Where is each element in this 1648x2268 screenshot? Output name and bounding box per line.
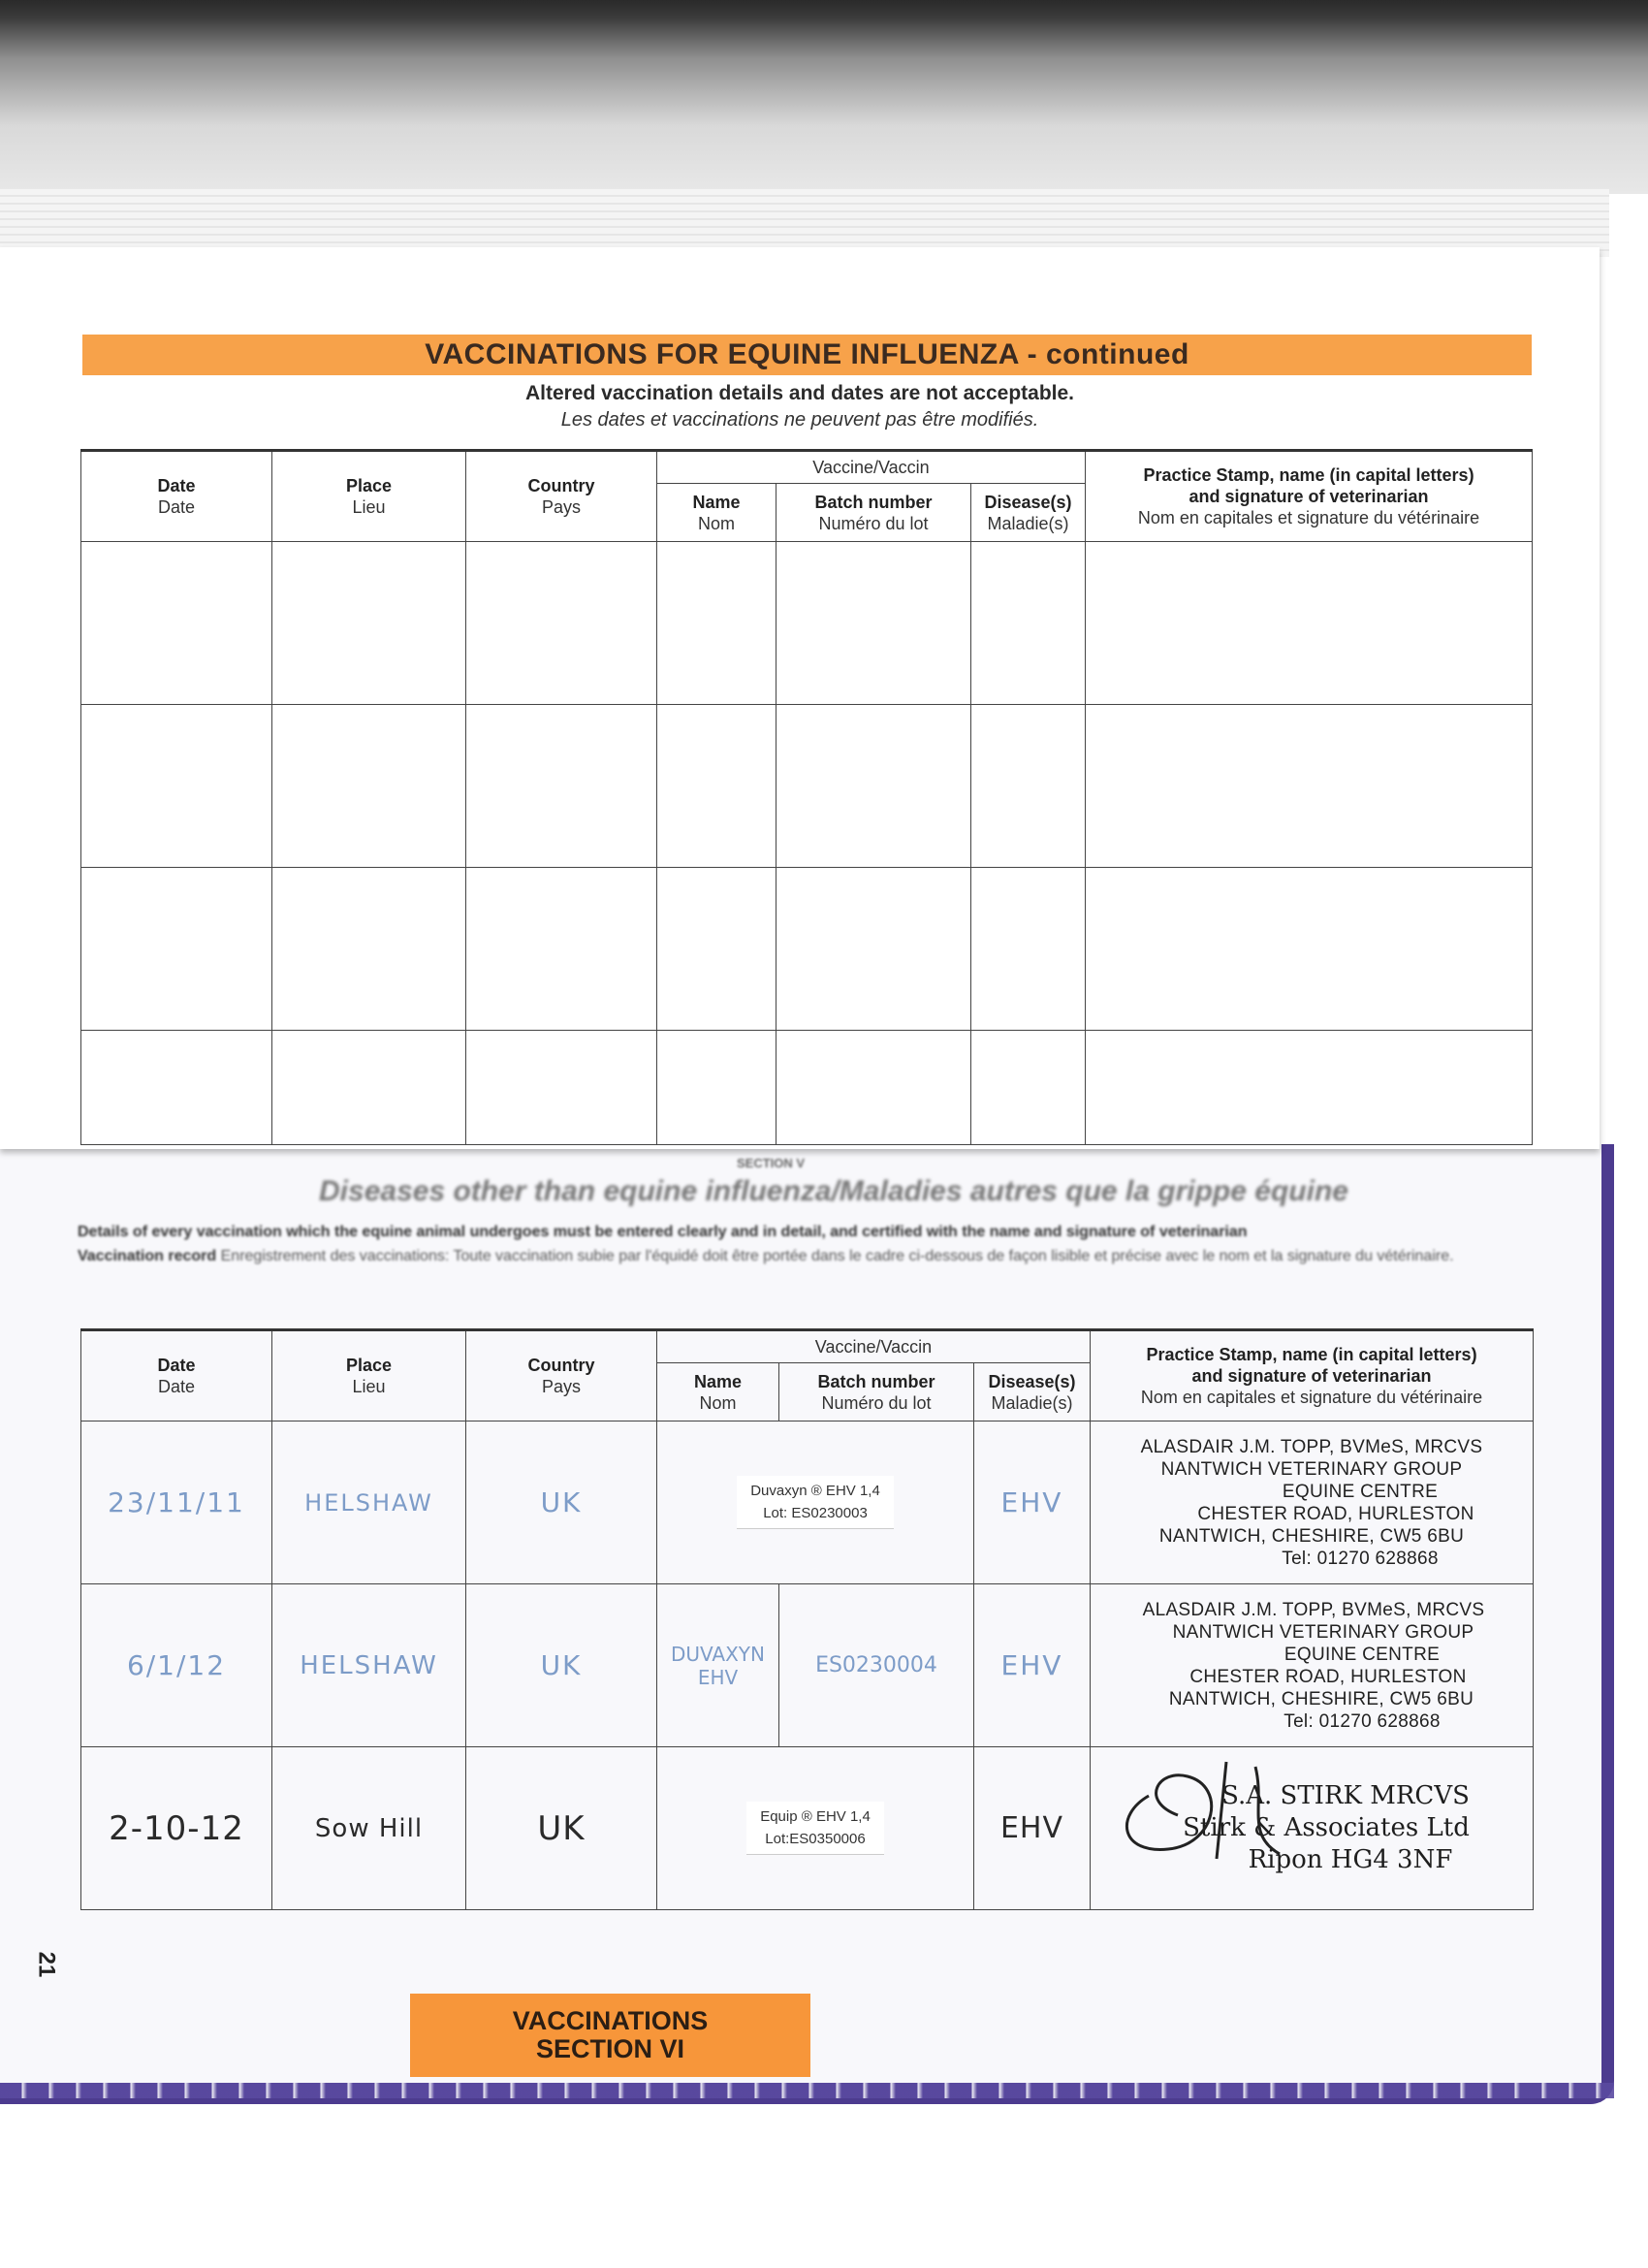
header-row bbox=[81, 451, 1533, 484]
record-country: UK bbox=[466, 1584, 657, 1747]
other-diseases-vaccination-table bbox=[80, 1328, 1534, 1910]
signature-scrawl bbox=[1110, 1757, 1323, 1864]
record-place: HELSHAW bbox=[272, 1584, 466, 1747]
record-disease: EHV bbox=[974, 1421, 1091, 1584]
col-diseases: Disease(s) Maladie(s) bbox=[974, 1363, 1091, 1421]
record-country: UK bbox=[466, 1421, 657, 1584]
col-practice-stamp: Practice Stamp, name (in capital letters) and signature of veterinarian Nom en capitales et signature du vétérinaire bbox=[1091, 1330, 1534, 1421]
col-batch-number: Batch number Numéro du lot bbox=[776, 484, 971, 542]
scan-background-bottom bbox=[0, 2104, 1648, 2268]
header-row bbox=[81, 1330, 1534, 1363]
notice-french: Les dates et vaccinations ne peuvent pas être modifiés. bbox=[560, 409, 1039, 431]
record-date: 6/1/12 bbox=[81, 1584, 272, 1747]
page-title: VACCINATIONS FOR EQUINE INFLUENZA - continued bbox=[425, 338, 1189, 370]
table-row bbox=[81, 705, 1533, 868]
col-vaccine-name: Name Nom bbox=[657, 1363, 779, 1421]
vet-practice-stamp: ALASDAIR J.M. TOPP, BVMeS, MRCVS NANTWICH VETERINARY GROUP EQUINE CENTRE CHESTER ROAD, HURLESTON NANTWICH, CHESHIRE, CW5 6BU Tel: 01270 628868 bbox=[1091, 1584, 1534, 1747]
cover-edge-stitching bbox=[0, 2083, 1614, 2098]
table-row bbox=[81, 868, 1533, 1031]
section-instructions: Details of every vaccination which the equine animal undergoes must be entered clearly and in detail, and certified with the name and signature of veterinarian Vaccination record Enregistrement des vaccinations: Toute vaccination subie par l'équidé doit être portée dans le cadre ci-dessous de façon lisible et précise avec le nom et la signature du vétérinaire. bbox=[78, 1224, 1454, 1264]
influenza-vaccination-table bbox=[80, 449, 1533, 1145]
col-batch-number: Batch number Numéro du lot bbox=[779, 1363, 974, 1421]
record-disease: EHV bbox=[974, 1584, 1091, 1747]
col-place: Place Lieu bbox=[272, 451, 466, 542]
col-date: Date Date bbox=[81, 1330, 272, 1421]
record-place: Sow Hill bbox=[272, 1747, 466, 1910]
page-number: 21 bbox=[33, 1951, 60, 1978]
section-title: Diseases other than equine influenza/Maladies autres que la grippe équine bbox=[319, 1175, 1348, 1207]
col-date: Date Date bbox=[81, 451, 272, 542]
col-vaccine: Vaccine/Vaccin bbox=[657, 1330, 1091, 1363]
col-vaccine: Vaccine/Vaccin bbox=[657, 451, 1086, 484]
record-disease: EHV bbox=[974, 1747, 1091, 1910]
page-title-banner bbox=[82, 335, 1532, 375]
record-country: UK bbox=[466, 1747, 657, 1910]
col-country: Country Pays bbox=[466, 1330, 657, 1421]
notice-english: Altered vaccination details and dates are not acceptable. bbox=[524, 382, 1075, 404]
vaccine-sticker-label: Equip ® EHV 1,4 Lot:ES0350006 bbox=[657, 1747, 974, 1910]
record-vaccine-name: DUVAXYN EHV bbox=[657, 1584, 779, 1747]
col-diseases: Disease(s) Maladie(s) bbox=[971, 484, 1086, 542]
vet-practice-stamp: ALASDAIR J.M. TOPP, BVMeS, MRCVS NANTWICH VETERINARY GROUP EQUINE CENTRE CHESTER ROAD, HURLESTON NANTWICH, CHESHIRE, CW5 6BU Tel: 01270 628868 bbox=[1091, 1421, 1534, 1584]
section-tab: VACCINATIONS SECTION VI bbox=[410, 1994, 810, 2077]
table-row bbox=[81, 1584, 1534, 1747]
col-country: Country Pays bbox=[466, 451, 657, 542]
table-row bbox=[81, 1031, 1533, 1145]
section-overline: SECTION V bbox=[737, 1156, 806, 1170]
col-place: Place Lieu bbox=[272, 1330, 466, 1421]
vet-practice-stamp: S.A. STIRK MRCVS Stirk & Associates Ltd Ripon HG4 3NF bbox=[1091, 1747, 1534, 1910]
record-place: HELSHAW bbox=[272, 1421, 466, 1584]
vaccine-sticker-label: Duvaxyn ® EHV 1,4 Lot: ES0230003 bbox=[657, 1421, 974, 1584]
table-row bbox=[81, 542, 1533, 705]
scan-background-top bbox=[0, 0, 1648, 194]
table-row bbox=[81, 1421, 1534, 1584]
col-vaccine-name: Name Nom bbox=[657, 484, 776, 542]
record-date: 2-10-12 bbox=[81, 1747, 272, 1910]
table-row bbox=[81, 1747, 1534, 1910]
col-practice-stamp: Practice Stamp, name (in capital letters) and signature of veterinarian Nom en capitales et signature du vétérinaire bbox=[1086, 451, 1533, 542]
record-batch-number: ES0230004 bbox=[779, 1584, 974, 1747]
record-date: 23/11/11 bbox=[81, 1421, 272, 1584]
